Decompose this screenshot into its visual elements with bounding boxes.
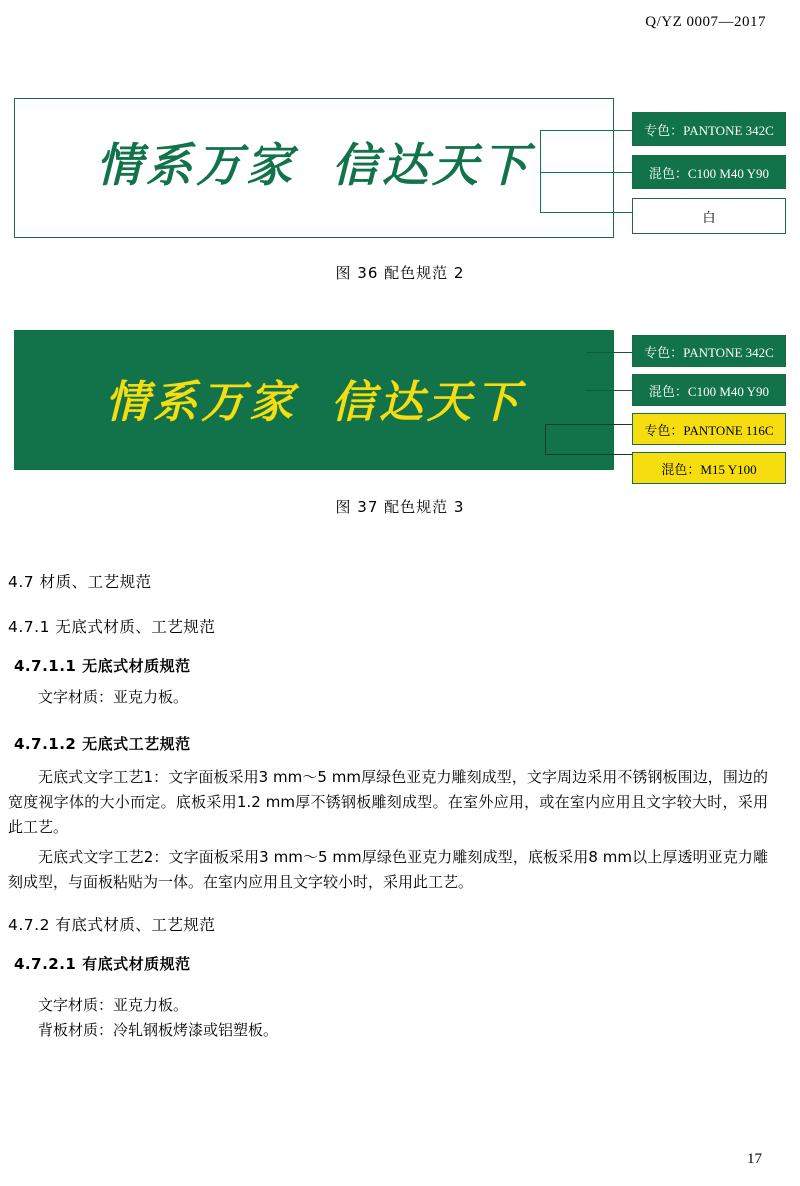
figure-36-leader-3: [540, 212, 632, 213]
figure-37-slogan-left: 情系万家: [105, 377, 297, 428]
figure-36-leader-1: [540, 130, 632, 131]
section-heading-4-7: 4.7 材质、工艺规范: [8, 573, 152, 591]
paragraph-4-7-2-1-back-material: 背板材质：冷轧钢板烤漆或铝塑板。: [38, 1021, 279, 1039]
figure-37-slogan-right: 信达天下: [331, 377, 523, 428]
figure-37-leader-vertical: [545, 424, 546, 454]
figure-36-artboard: [14, 98, 614, 238]
figure-37-artboard: [14, 330, 614, 470]
paragraph-4-7-2-1-text-material: 文字材质：亚克力板。: [38, 996, 189, 1014]
figure-37-callout-spot-116c: 专色：PANTONE 116C: [632, 413, 786, 445]
figure-36-slogan: [15, 129, 613, 195]
figure-36-caption: 图 36 配色规范 2: [335, 264, 465, 282]
paragraph-4-7-1-2-craft-2: 无底式文字工艺2：文字面板采用3 mm～5 mm厚绿色亚克力雕刻成型，底板采用8 mm以上厚透明亚克力雕刻成型，与面板粘贴为一体。在室内应用且文字较小时，采用此工艺。: [8, 848, 768, 891]
figure-36-callout-mixed-color: 混色：C100 M40 Y90: [632, 155, 786, 189]
figure-36-callout-white: 白: [632, 198, 786, 234]
figure-37-leader-2: [586, 390, 632, 391]
figure-37-leader-3: [545, 424, 632, 425]
paragraph-4-7-1-1: 文字材质：亚克力板。: [38, 688, 189, 706]
figure-36-slogan-right: 信达天下: [332, 138, 532, 192]
page-number: 17: [747, 1151, 762, 1167]
figure-36-slogan-left: 情系万家: [96, 138, 296, 192]
figure-37-callout-mixed-c100: 混色：C100 M40 Y90: [632, 374, 786, 406]
section-heading-4-7-1-1: 4.7.1.1 无底式材质规范: [14, 657, 191, 675]
figure-36-callout-spot-color: 专色：PANTONE 342C: [632, 112, 786, 146]
figure-37-callout-mixed-m15: 混色：M15 Y100: [632, 452, 786, 484]
figure-37-leader-1: [586, 352, 632, 353]
section-heading-4-7-1: 4.7.1 无底式材质、工艺规范: [8, 618, 216, 636]
standard-code-header: Q/YZ 0007—2017: [645, 14, 766, 30]
figure-36-leader-vertical: [540, 130, 541, 212]
section-heading-4-7-2-1: 4.7.2.1 有底式材质规范: [14, 955, 191, 973]
figure-37-callout-spot-342c: 专色：PANTONE 342C: [632, 335, 786, 367]
figure-37-leader-4: [545, 454, 632, 455]
figure-37-caption: 图 37 配色规范 3: [335, 498, 465, 516]
section-heading-4-7-1-2: 4.7.1.2 无底式工艺规范: [14, 735, 191, 753]
section-heading-4-7-2: 4.7.2 有底式材质、工艺规范: [8, 916, 216, 934]
figure-36-leader-2: [540, 172, 632, 173]
paragraph-4-7-1-2-craft-1: 无底式文字工艺1：文字面板采用3 mm～5 mm厚绿色亚克力雕刻成型，文字周边采用不锈钢板围边，围边的宽度视字体的大小而定。底板采用1.2 mm厚不锈钢板雕刻成型。在室外应用，或在室内应用且文字较大时，采用此工艺。: [8, 768, 768, 836]
figure-37-slogan: [14, 366, 614, 430]
